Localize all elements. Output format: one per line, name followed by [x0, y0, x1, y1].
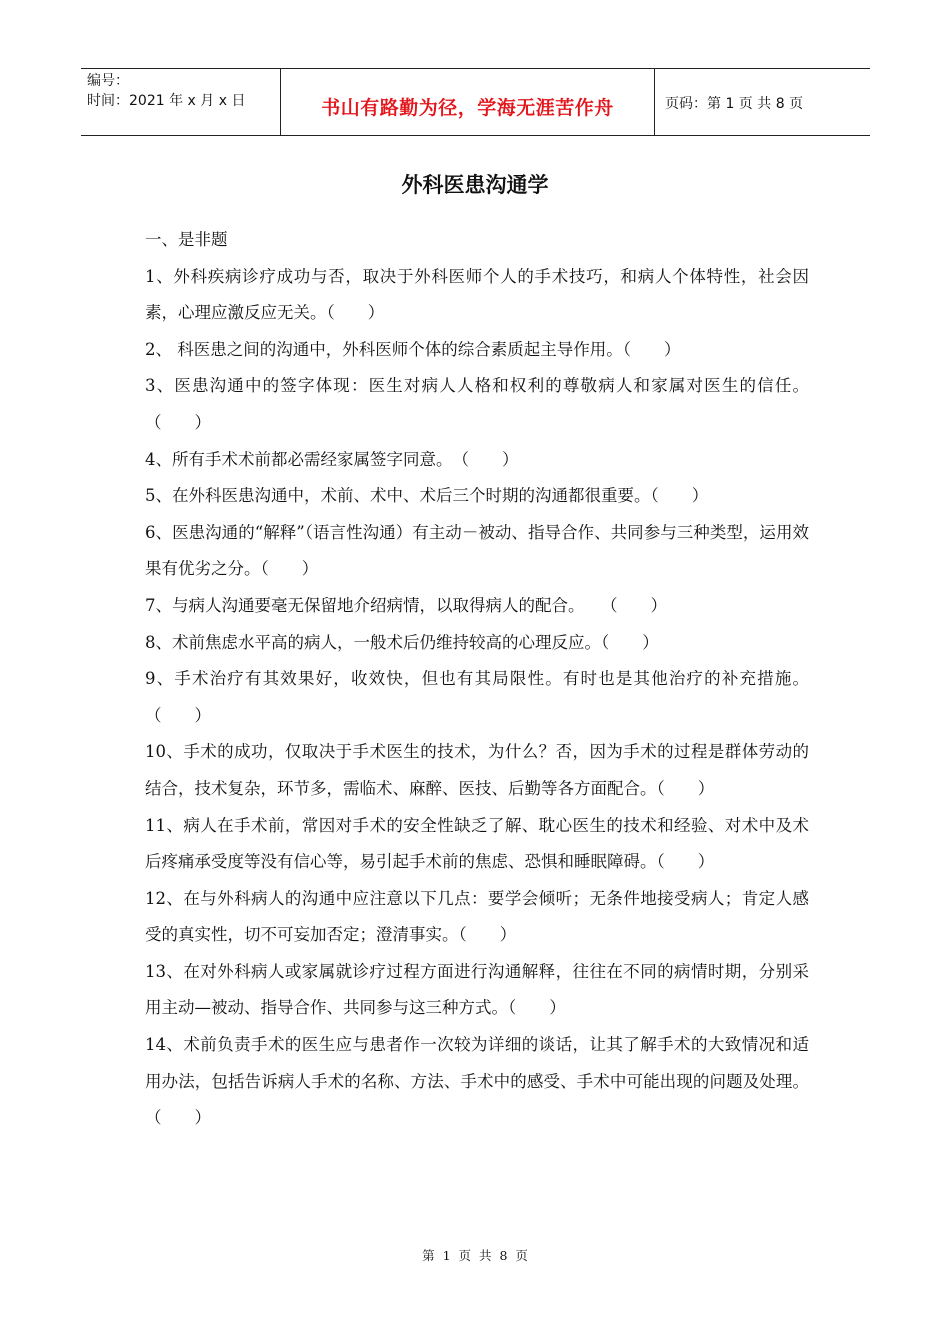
question-item: 9、手术治疗有其效果好，收效快，但也有其局限性。有时也是其他治疗的补充措施。（ ） [145, 669, 809, 725]
question-item: 11、病人在手术前，常因对手术的安全性缺乏了解、耽心医生的技术和经验、对术中及术后疼痛承受度等没有信心等，易引起手术前的焦虑、恐惧和睡眠障碍。（ ） [145, 815, 809, 872]
page-info: 页码：第 1 页 共 8 页 [665, 96, 804, 112]
question-item: 6、医患沟通的“解释”（语言性沟通）有主动－被动、指导合作、共同参与三种类型，运用效果有优劣之分。（ ） [145, 522, 809, 579]
question-item: 2、 科医患之间的沟通中，外科医师个体的综合素质起主导作用。（ ） [145, 339, 681, 359]
question-item: 10、手术的成功，仅取决于手术医生的技术，为什么？否，因为手术的过程是群体劳动的结合，技术复杂，环节多，需临术、麻醉、医技、后勤等各方面配合。（ ） [145, 742, 809, 798]
question-item: 7、与病人沟通要毫无保留地介绍病情，以取得病人的配合。 （ ） [145, 595, 667, 615]
question-item: 13、在对外科病人或家属就诊疗过程方面进行沟通解释，往往在不同的病情时期，分别采用主动—被动、指导合作、共同参与这三种方式。（ ） [145, 961, 809, 1018]
serial-number-label: 编号： [87, 73, 129, 89]
question-item: 14、术前负责手术的医生应与患者作一次较为详细的谈话，让其了解手术的大致情况和适用办法，包括告诉病人手术的名称、方法、手术中的感受、手术中可能出现的问题及处理。（ ） [145, 1035, 809, 1128]
question-item: 8、术前焦虑水平高的病人，一般术后仍维持较高的心理反应。（ ） [145, 632, 659, 652]
question-item: 5、在外科医患沟通中，术前、术中、术后三个时期的沟通都很重要。（ ） [145, 486, 709, 506]
section-heading: 一、是非题 [145, 230, 228, 249]
header-motto-cell [281, 69, 655, 135]
question-item: 12、在与外科病人的沟通中应注意以下几点：要学会倾听；无条件地接受病人；肯定人感受的真实性，切不可妄加否定；澄清事实。（ ） [145, 888, 809, 945]
question-item: 3、医患沟通中的签字体现：医生对病人人格和权利的尊敬病人和家属对医生的信任。（ ） [145, 376, 809, 432]
document-body [145, 222, 809, 1137]
question-item: 1、外科疾病诊疗成功与否，取决于外科医师个人的手术技巧，和病人个体特性，社会因素，心理应激反应无关。（ ） [145, 266, 809, 323]
document-title: 外科医患沟通学 [401, 173, 549, 197]
question-item: 4、所有手术术前都必需经家属签字同意。 （ ） [145, 449, 519, 469]
header-table [81, 68, 870, 136]
page-footer: 第 1 页 共 8 页 [422, 1248, 528, 1263]
header-meta-cell [81, 69, 281, 135]
date-label: 时间：2021 年 x 月 x 日 [87, 93, 246, 109]
motto-text: 书山有路勤为径，学海无涯苦作舟 [321, 96, 614, 119]
header-page-cell [655, 69, 870, 135]
